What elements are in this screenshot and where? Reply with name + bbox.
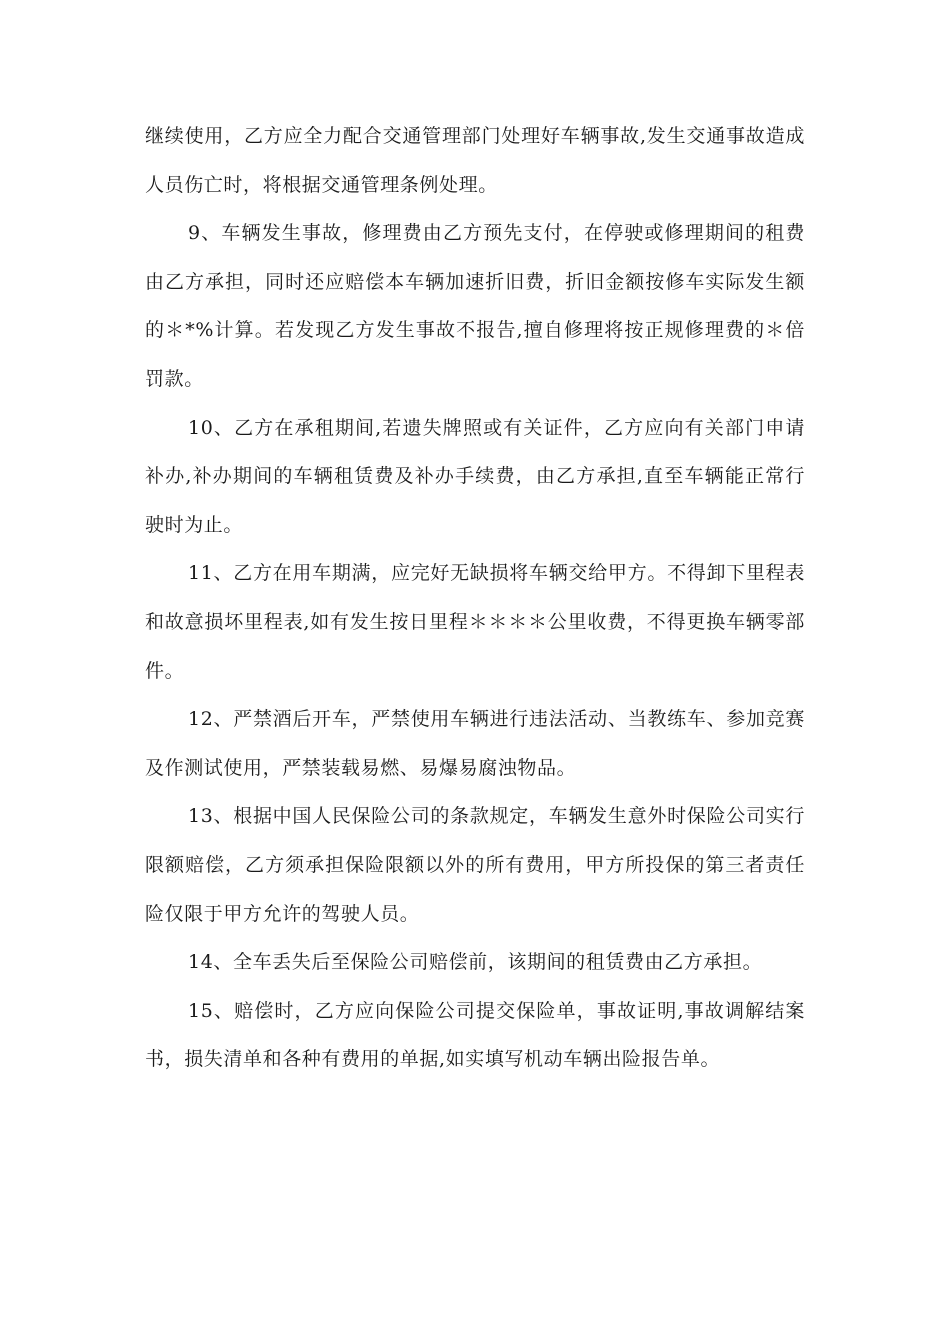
paragraph-clause-13: 13、根据中国人民保险公司的条款规定，车辆发生意外时保险公司实行限额赔偿，乙方须承担保险限额以外的所有费用，甲方所投保的第三者责任险仅限于甲方允许的驾驶人员。 [145, 805, 805, 925]
paragraph-clause-10: 10、乙方在承租期间,若遗失牌照或有关证件，乙方应向有关部门申请补办,补办期间的车辆租赁费及补办手续费，由乙方承担,直至车辆能正常行驶时为止。 [145, 416, 805, 536]
paragraph-clause-15: 15、赔偿时，乙方应向保险公司提交保险单，事故证明,事故调解结案书，损失清单和各种有费用的单据,如实填写机动车辆出险报告单。 [145, 999, 805, 1071]
paragraph-clause-14: 14、全车丢失后至保险公司赔偿前，该期间的租赁费由乙方承担。 [188, 951, 763, 974]
paragraph-clause-9: 9、车辆发生事故，修理费由乙方预先支付，在停驶或修理期间的租费由乙方承担，同时还应赔偿本车辆加速折旧费，折旧金额按修车实际发生额的＊*%计算。若发现乙方发生事故不报告,擅自修理将按正规修理费的＊倍罚款。 [145, 222, 805, 390]
paragraph-clause-11: 11、乙方在用车期满，应完好无缺损将车辆交给甲方。不得卸下里程表和故意损坏里程表,如有发生按日里程＊＊＊＊公里收费，不得更换车辆零部件。 [145, 562, 805, 682]
document-body [145, 112, 805, 1084]
paragraph-continuation: 继续使用，乙方应全力配合交通管理部门处理好车辆事故,发生交通事故造成人员伤亡时，将根据交通管理条例处理。 [145, 125, 805, 196]
paragraph-clause-12: 12、严禁酒后开车，严禁使用车辆进行违法活动、当教练车、参加竞赛及作测试使用，严禁装载易燃、易爆易腐浊物品。 [145, 708, 805, 779]
